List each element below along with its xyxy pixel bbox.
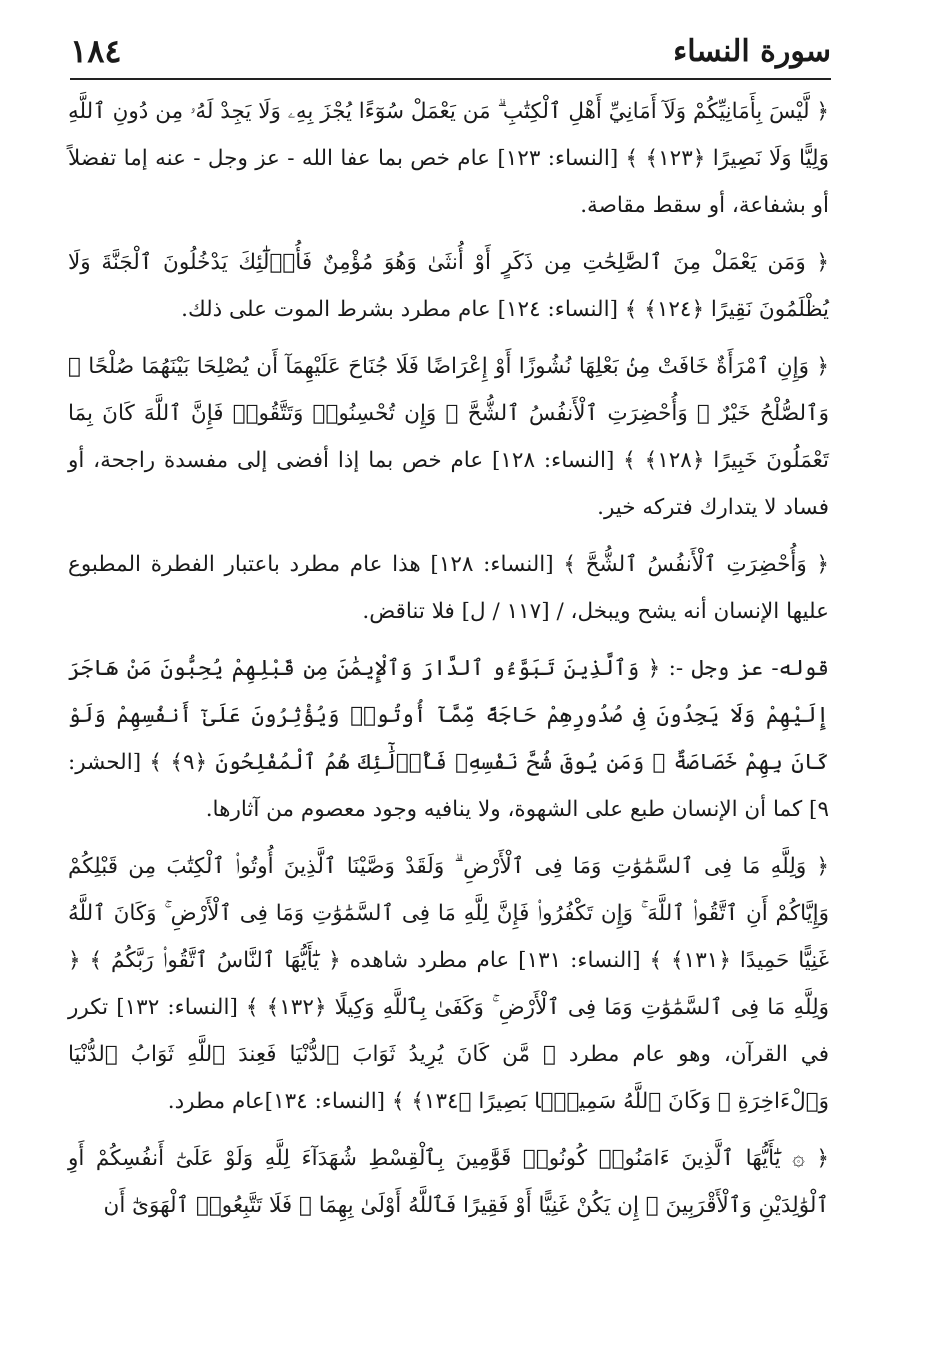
header-divider	[70, 78, 831, 80]
surah-title: سورة النساء	[673, 34, 831, 69]
paragraph: ﴿ وَأُحْضِرَتِ ٱلْأَنفُسُ ٱلشُّحَّ ﴾ [النساء: ١٢٨] هذا عام مطرد باعتبار الفطرة المطبوع عليها الإنسان أنه يشح ويبخل، / [١١٧ / ل] فلا تناقض.	[68, 552, 829, 624]
page-body	[68, 88, 829, 1239]
paragraph: ﴿ لَّيْسَ بِأَمَانِيِّكُمْ وَلَآ أَمَانِيِّ أَهْلِ ٱلْكِتَٰبِ ۗ مَن يَعْمَلْ سُوٓءًا يُجْزَ بِهِۦ وَلَا يَجِدْ لَهُۥ مِن دُونِ ٱللَّهِ وَلِيًّا وَلَا نَصِيرًا ﴿١٢٣﴾ ﴾ [النساء: ١٢٣] عام خص بما عفا الله - عز وجل - عنه إما تفضلاً أو بشفاعة، أو سقط مقاصة.	[68, 99, 829, 218]
paragraph: ﴿ وَإِنِ ٱمْرَأَةٌ خَافَتْ مِنۢ بَعْلِهَا نُشُوزًا أَوْ إِعْرَاضًا فَلَا جُنَاحَ عَلَيْهِمَآ أَن يُصْلِحَا بَيْنَهُمَا صُلْحًا ۚ وَٱلصُّلْحُ خَيْرٌ ۗ وَأُحْضِرَتِ ٱلْأَنفُسُ ٱلشُّحَّ ۚ وَإِن تُحْسِنُوا۟ وَتَتَّقُوا۟ فَإِنَّ ٱللَّهَ كَانَ بِمَا تَعْمَلُونَ خَبِيرًا ﴿١٢٨﴾ ﴾ [النساء: ١٢٨] عام خص بما إذا أفضى إلى مفسدة راجحة، أو فساد لا يتدارك فتركه خير.	[68, 354, 830, 520]
page-header	[70, 28, 831, 80]
page-number: ١٨٤	[70, 32, 122, 70]
paragraph: ﴿ وَمَن يَعْمَلْ مِنَ ٱلصَّٰلِحَٰتِ مِن ذَكَرٍ أَوْ أُنثَىٰ وَهُوَ مُؤْمِنٌ فَأُو۟لَٰٓئِكَ يَدْخُلُونَ ٱلْجَنَّةَ وَلَا يُظْلَمُونَ نَقِيرًا ﴿١٢٤﴾ ﴾ [النساء: ١٢٤] عام مطرد بشرط الموت على ذلك.	[68, 250, 829, 322]
paragraph: قوله- عز وجل -: ﴿ وَٱلَّذِينَ تَبَوَّءُو ٱلدَّارَ وَٱلْإِيمَٰنَ مِن قَبْلِهِمْ يُحِبُّونَ مَنْ هَاجَرَ إِلَيْهِمْ وَلَا يَجِدُونَ فِى صُدُورِهِمْ حَاجَةً مِّمَّآ أُوتُوا۟ وَيُؤْثِرُونَ عَلَىٰٓ أَنفُسِهِمْ وَلَوْ كَانَ بِهِمْ خَصَاصَةٌ ۚ وَمَن يُوقَ شُحَّ نَفْسِهِۦ فَأُو۟لَٰٓئِكَ هُمُ ٱلْمُفْلِحُونَ ﴿٩﴾ ﴾ [الحشر: ٩] كما أن الإنسان طبع على الشهوة، ولا ينافيه وجود معصوم من آثارها.	[68, 656, 830, 822]
paragraph: ﴿ وَلِلَّهِ مَا فِى ٱلسَّمَٰوَٰتِ وَمَا فِى ٱلْأَرْضِ ۗ وَلَقَدْ وَصَّيْنَا ٱلَّذِينَ أُوتُوا۟ ٱلْكِتَٰبَ مِن قَبْلِكُمْ وَإِيَّاكُمْ أَنِ ٱتَّقُوا۟ ٱللَّهَ ۚ وَإِن تَكْفُرُوا۟ فَإِنَّ لِلَّهِ مَا فِى ٱلسَّمَٰوَٰتِ وَمَا فِى ٱلْأَرْضِ ۚ وَكَانَ ٱللَّهُ غَنِيًّا حَمِيدًا ﴿١٣١﴾ ﴾ [النساء: ١٣١] عام مطرد شاهده ﴿ يَٰٓأَيُّهَا ٱلنَّاسُ ٱتَّقُوا۟ رَبَّكُمُ ﴾ ﴿ وَلِلَّهِ مَا فِى ٱلسَّمَٰوَٰتِ وَمَا فِى ٱلْأَرْضِ ۚ وَكَفَىٰ بِٱللَّهِ وَكِيلًا ﴿١٣٢﴾ ﴾ [النساء: ١٣٢] تكرر في القرآن، وهو عام مطرد ﴿ مَّن كَانَ يُرِيدُ ثَوَابَ ٱلدُّنْيَا فَعِندَ ٱللَّهِ ثَوَابُ ٱلدُّنْيَا وَٱلْءَاخِرَةِ ۚ وَكَانَ ٱللَّهُ سَمِيعًۢا بَصِيرًا ﴿١٣٤﴾ ﴾ [النساء: ١٣٤]عام مطرد.	[68, 854, 829, 1114]
paragraph: ﴿ ۞ يَٰٓأَيُّهَا ٱلَّذِينَ ءَامَنُوا۟ كُونُوا۟ قَوَّٰمِينَ بِٱلْقِسْطِ شُهَدَآءَ لِلَّهِ وَلَوْ عَلَىٰٓ أَنفُسِكُمْ أَوِ ٱلْوَٰلِدَيْنِ وَٱلْأَقْرَبِينَ ۚ إِن يَكُنْ غَنِيًّا أَوْ فَقِيرًا فَٱللَّهُ أَوْلَىٰ بِهِمَا ۖ فَلَا تَتَّبِعُوا۟ ٱلْهَوَىٰٓ أَن	[68, 1146, 829, 1218]
